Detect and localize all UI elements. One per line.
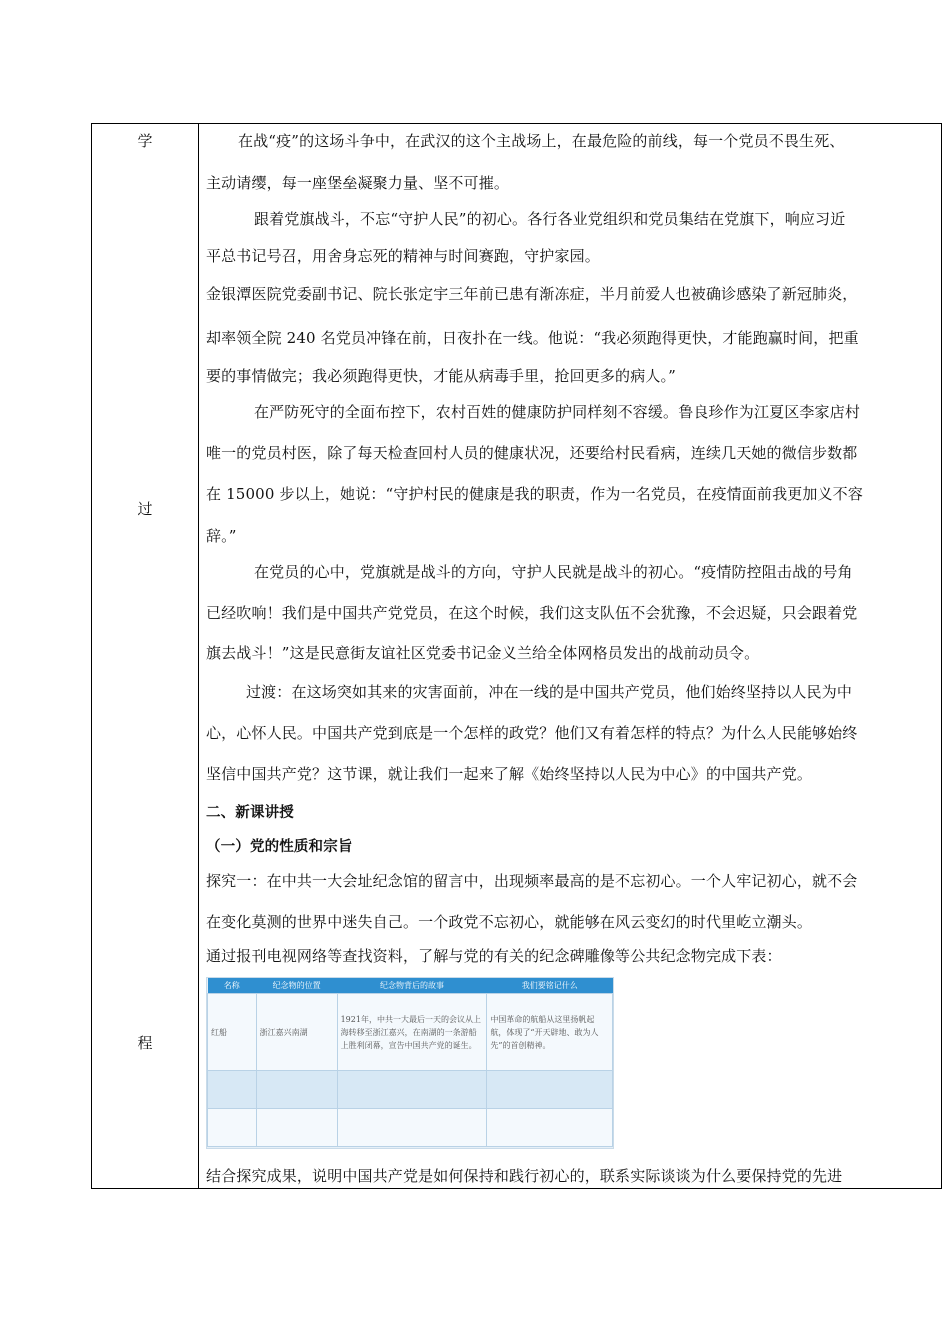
paragraph-line: 在战“疫”的这场斗争中，在武汉的这个主战场上，在最危险的前线，每一个党员不畏生死、 bbox=[238, 132, 845, 150]
paragraph-line: 过渡：在这场突如其来的灾害面前，冲在一线的是中国共产党员，他们始终坚持以人民为中 bbox=[246, 683, 853, 701]
paragraph-line: 平总书记号召，用舍身忘死的精神与时间赛跑，守护家园。 bbox=[206, 247, 600, 265]
paragraph-line: 在 15000 步以上，她说：“守护村民的健康是我的职责，作为一名党员，在疫情面前我更加义不容 bbox=[206, 485, 863, 503]
paragraph-line: 在党员的心中，党旗就是战斗的方向，守护人民就是战斗的初心。“疫情防控阻击战的号角 bbox=[254, 563, 853, 581]
subsection-heading: （一）党的性质和宗旨 bbox=[206, 839, 353, 855]
table-cell: 中国革命的航船从这里扬帆起航，体现了“开天辟地、敢为人先”的首创精神。 bbox=[487, 994, 613, 1071]
paragraph-line: 跟着党旗战斗，不忘“守护人民”的初心。各行各业党组织和党员集结在党旗下，响应习近 bbox=[254, 210, 846, 228]
paragraph-line: 坚信中国共产党？这节课，就让我们一起来了解《始终坚持以人民为中心》的中国共产党。 bbox=[206, 765, 813, 783]
column-divider bbox=[198, 124, 199, 1188]
paragraph-line: 在变化莫测的世界中迷失自己。一个政党不忘初心，就能够在风云变幻的时代里屹立潮头。 bbox=[206, 913, 813, 931]
paragraph-line: 却率领全院 240 名党员冲锋在前，日夜扑在一线。他说：“我必须跑得更快，才能跑赢时间，把重 bbox=[206, 329, 859, 347]
table-header: 纪念物背后的故事 bbox=[337, 978, 487, 994]
paragraph-line: 唯一的党员村医，除了每天检查回村人员的健康状况，还要给村民看病，连续几天她的微信步数都 bbox=[206, 444, 858, 462]
paragraph-line: 主动请缨，每一座堡垒凝聚力量、坚不可摧。 bbox=[206, 174, 510, 192]
table-header: 纪念物的位置 bbox=[256, 978, 337, 994]
memorial-table-image bbox=[206, 977, 614, 1149]
paragraph-line: 通过报刊电视网络等查找资料，了解与党的有关的纪念碑雕像等公共纪念物完成下表： bbox=[206, 947, 782, 965]
table-cell: 浙江嘉兴南湖 bbox=[256, 994, 337, 1071]
paragraph-line: 辞。” bbox=[206, 527, 237, 545]
lesson-table bbox=[91, 123, 942, 1189]
table-header: 名称 bbox=[208, 978, 257, 994]
table-cell: 红船 bbox=[208, 994, 257, 1071]
side-label-xue: 学 bbox=[137, 132, 153, 150]
paragraph-line: 金银潭医院党委副书记、院长张定宇三年前已患有渐冻症，半月前爱人也被确诊感染了新冠肺炎， bbox=[206, 285, 858, 303]
paragraph-line: 探究一：在中共一大会址纪念馆的留言中，出现频率最高的是不忘初心。一个人牢记初心，就不会 bbox=[206, 872, 858, 890]
paragraph-line: 要的事情做完；我必须跑得更快，才能从病毒手里，抢回更多的病人。” bbox=[206, 367, 676, 385]
memorial-table bbox=[207, 978, 613, 1147]
paragraph-line: 在严防死守的全面布控下，农村百姓的健康防护同样刻不容缓。鲁良珍作为江夏区李家店村 bbox=[254, 403, 861, 421]
paragraph-line: 心，心怀人民。中国共产党到底是一个怎样的政党？他们又有着怎样的特点？为什么人民能够始终 bbox=[206, 724, 858, 742]
table-header: 我们要铭记什么 bbox=[487, 978, 613, 994]
paragraph-line: 已经吹响！我们是中国共产党党员，在这个时候，我们这支队伍不会犹豫，不会迟疑，只会跟着党 bbox=[206, 604, 858, 622]
side-label-guo: 过 bbox=[137, 500, 153, 518]
side-label-cheng: 程 bbox=[137, 1034, 153, 1052]
paragraph-line: 结合探究成果，说明中国共产党是如何保持和践行初心的，联系实际谈谈为什么要保持党的先进 bbox=[206, 1167, 843, 1185]
section-heading: 二、新课讲授 bbox=[206, 805, 294, 821]
paragraph-line: 旗去战斗！”这是民意街友谊社区党委书记金义兰给全体网格员发出的战前动员令。 bbox=[206, 644, 760, 662]
table-cell: 1921年，中共一大最后一天的会议从上海转移至浙江嘉兴，在南湖的一条游船上胜利闭幕，宣告中国共产党的诞生。 bbox=[337, 994, 487, 1071]
